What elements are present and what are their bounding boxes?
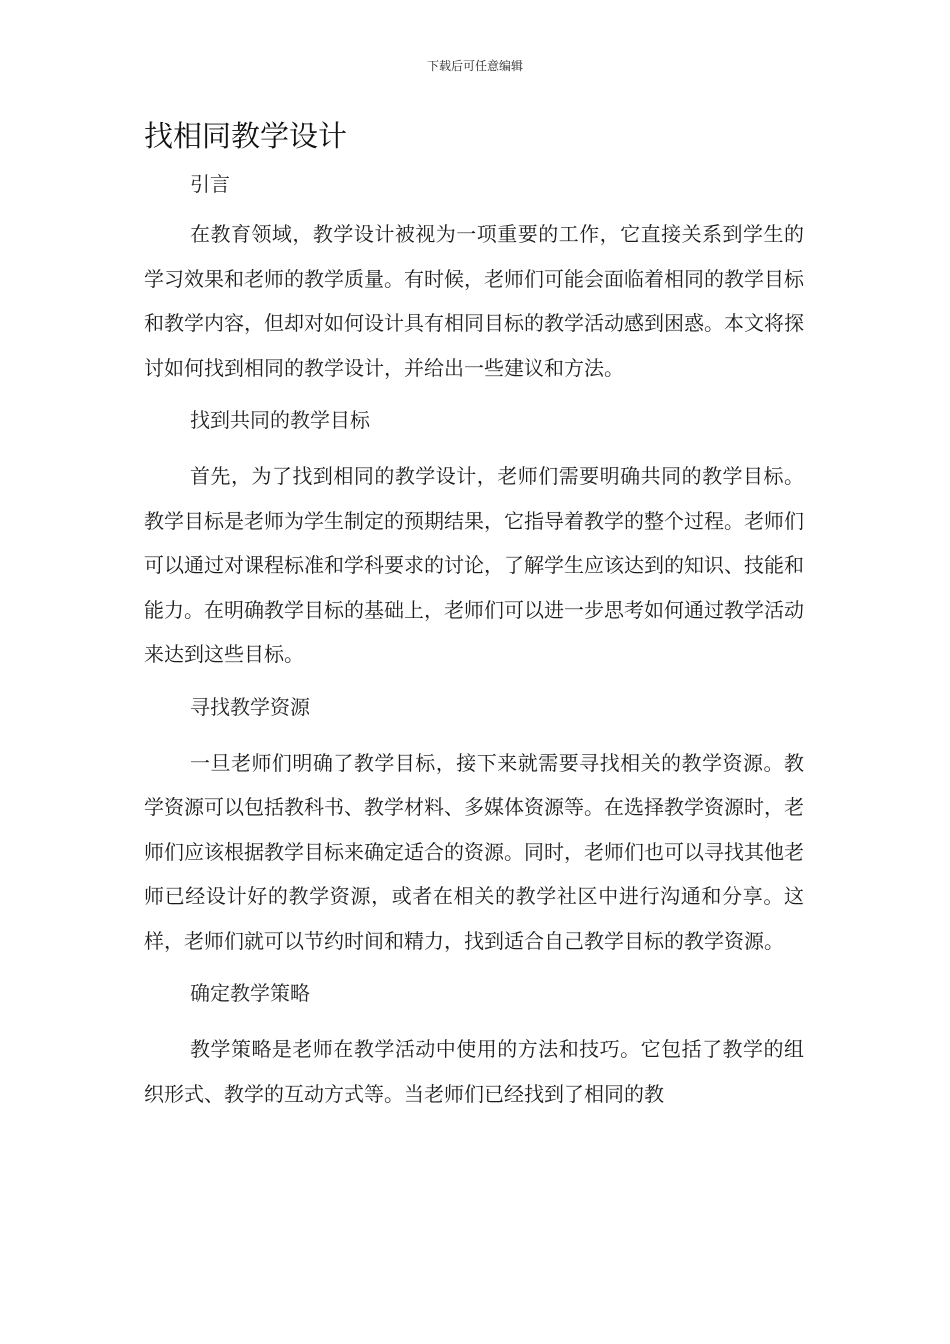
paragraph-introduction: 在教育领域，教学设计被视为一项重要的工作，它直接关系到学生的学习效果和老师的教学质量。有时候，老师们可能会面临着相同的教学目标和教学内容，但却对如何设计具有相同目标的教学活动感到困惑。本文将探讨如何找到相同的教学设计，并给出一些建议和方法。 <box>144 222 804 380</box>
document-body <box>144 168 804 1130</box>
paragraph-strategy: 教学策略是老师在教学活动中使用的方法和技巧。它包括了教学的组织形式、教学的互动方式等。当老师们已经找到了相同的教 <box>144 1037 804 1106</box>
document-title: 找相同教学设计 <box>144 119 348 153</box>
section-heading-common-goals: 找到共同的教学目标 <box>190 408 370 432</box>
page-header-note: 下载后可任意编辑 <box>426 59 523 73</box>
section-heading-strategy: 确定教学策略 <box>190 981 310 1005</box>
section-heading-introduction: 引言 <box>190 172 230 196</box>
paragraph-common-goals: 首先，为了找到相同的教学设计，老师们需要明确共同的教学目标。教学目标是老师为学生制定的预期结果，它指导着教学的整个过程。老师们可以通过对课程标准和学科要求的讨论，了解学生应该达到的知识、技能和能力。在明确教学目标的基础上，老师们可以进一步思考如何通过教学活动来达到这些目标。 <box>144 464 804 666</box>
section-heading-resources: 寻找教学资源 <box>190 694 310 719</box>
paragraph-resources: 一旦老师们明确了教学目标，接下来就需要寻找相关的教学资源。教学资源可以包括教科书、教学材料、多媒体资源等。在选择教学资源时，老师们应该根据教学目标来确定适合的资源。同时，老师们也可以寻找其他老师已经设计好的教学资源，或者在相关的教学社区中进行沟通和分享。这样，老师们就可以节约时间和精力，找到适合自己教学目标的教学资源。 <box>144 750 804 953</box>
